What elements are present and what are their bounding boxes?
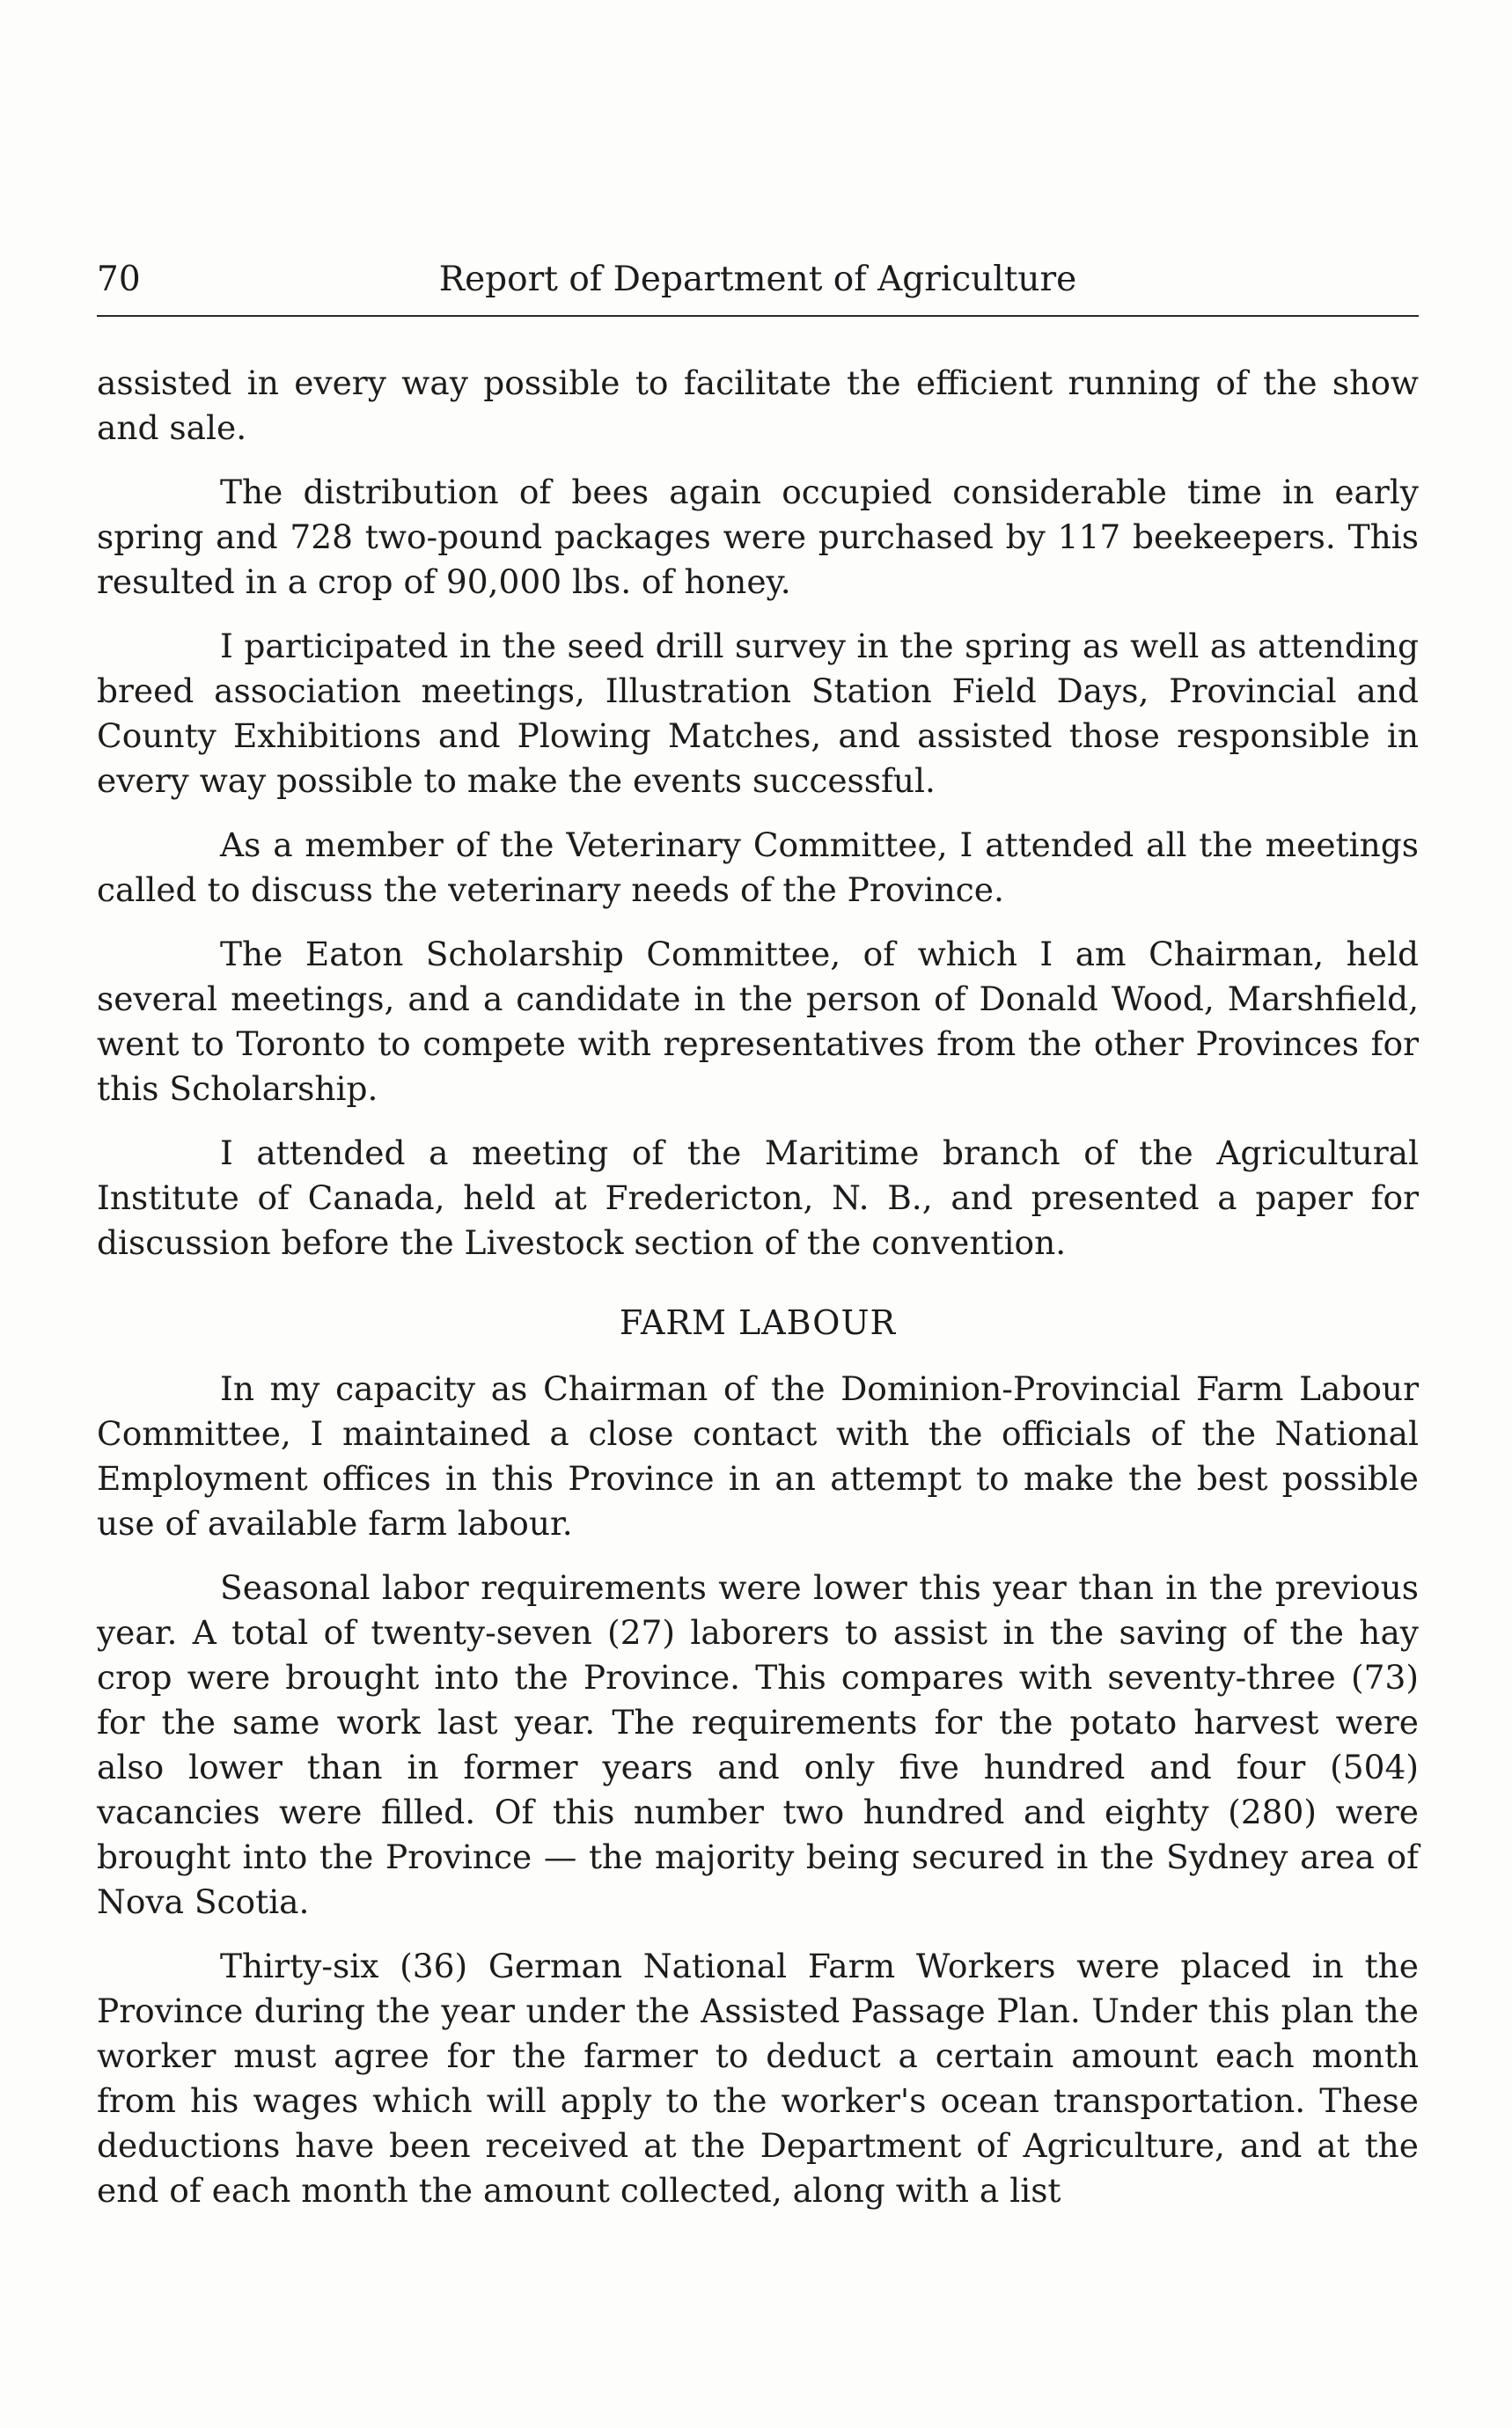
- header-rule: [97, 315, 1419, 317]
- paragraph-seed-drill-survey: I participated in the seed drill survey in the spring as well as attending breed association meetings, Illustration Station Field Days, Provincial and County Exhibitions and Plowing Matches, and assisted those responsible in every way possible to make the events successful.: [97, 627, 1419, 800]
- paragraph-german-farm-workers: Thirty-six (36) German National Farm Workers were placed in the Province during the year under the Assisted Passage Plan. Under this plan the worker must agree for the farmer to deduct a certain amount each month from his wages which will apply to the worker's ocean transportation. These deductions have been received at the Department of Agriculture, and at the end of each month the amount collected, along with a list: [97, 1947, 1419, 2210]
- paragraph-eaton-scholarship: The Eaton Scholarship Committee, of which I am Chairman, held several meetings, and a candidate in the person of Donald Wood, Marshfield, went to Toronto to compete with representatives from the other Provinces for this Scholarship.: [97, 935, 1419, 1108]
- section-heading: FARM LABOUR: [619, 1303, 897, 1342]
- paragraph-veterinary-committee: As a member of the Veterinary Committee, I attended all the meetings called to discuss the veterinary needs of the Province.: [97, 825, 1419, 909]
- page-header: [97, 257, 1419, 303]
- body-text: [97, 361, 1419, 2233]
- paragraph-continued: assisted in every way possible to facilitate the efficient running of the show and sale.: [97, 363, 1419, 447]
- paragraph-bee-distribution: The distribution of bees again occupied considerable time in early spring and 728 two-pound packages were purchased by 117 beekeepers. This resulted in a crop of 90,000 lbs. of honey.: [97, 473, 1419, 601]
- running-title: Report of Department of Agriculture: [438, 260, 1077, 299]
- paragraph-agricultural-institute: I attended a meeting of the Maritime branch of the Agricultural Institute of Canada, held at Fredericton, N. B., and presented a paper for discussion before the Livestock section of the convention.: [97, 1133, 1419, 1262]
- paragraph-seasonal-labor: Seasonal labor requirements were lower this year than in the previous year. A total of twenty-seven (27) laborers to assist in the saving of the hay crop were brought into the Province. This compares with seventy-three (73) for the same work last year. The requirements for the potato harvest were also lower than in former years and only five hundred and four (504) vacancies were filled. Of this number two hundred and eighty (280) were brought into the Province — the majority being secured in the Sydney area of Nova Scotia.: [97, 1568, 1419, 1921]
- paragraph-farm-labour-committee: In my capacity as Chairman of the Dominion-Provincial Farm Labour Committee, I maintained a close contact with the officials of the National Employment offices in this Province in an attempt to make the best possible use of available farm labour.: [97, 1369, 1419, 1543]
- page-number: 70: [97, 260, 141, 299]
